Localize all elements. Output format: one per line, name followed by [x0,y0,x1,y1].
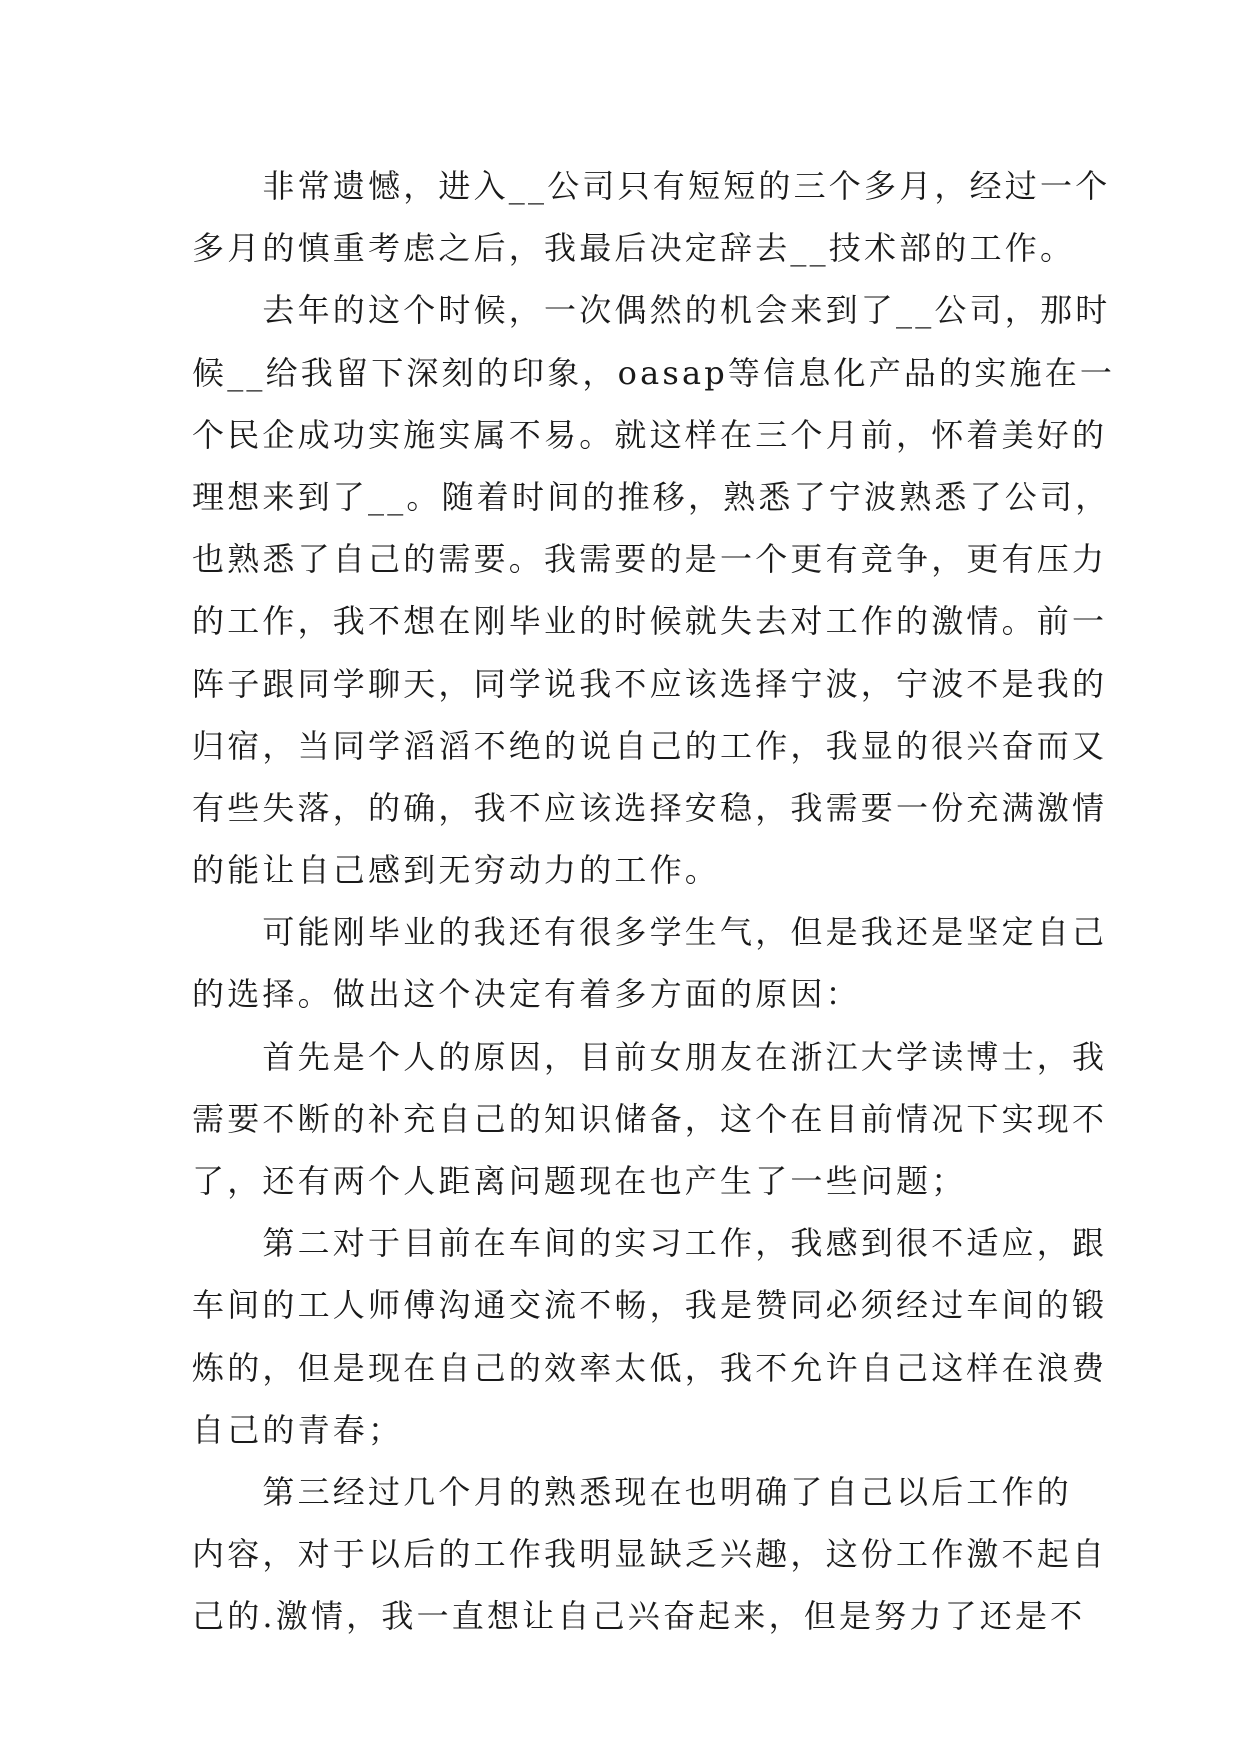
text-line: 去年的这个时候，一次偶然的机会来到了__公司，那时 [192,291,1111,330]
text-line: 有些失落，的确，我不应该选择安稳，我需要一份充满激情 [192,788,1108,827]
text-line: 非常遗憾，进入__公司只有短短的三个多月，经过一个 [192,167,1111,205]
text-line: 内容，对于以后的工作我明显缺乏兴趣，这份工作激不起自 [192,1535,1108,1574]
text-line: 候__给我留下深刻的印象，oasap等信息化产品的实施在一 [192,353,1116,392]
document-body [192,155,1116,1648]
text-line: 个民企成功实施实属不易。就这样在三个月前，怀着美好的 [192,415,1108,454]
paragraph [192,1026,1108,1213]
text-line: 车间的工人师傅沟通交流不畅，我是赞同必须经过车间的锻 [192,1286,1108,1325]
text-line: 的能让自己感到无穷动力的工作。 [192,851,721,890]
text-line: 第三经过几个月的熟悉现在也明确了自己以后工作的 [192,1472,1073,1511]
text-line: 可能刚毕业的我还有很多学生气，但是我还是坚定自己 [192,913,1108,952]
paragraph [192,279,1116,901]
text-line: 归宿，当同学滔滔不绝的说自己的工作，我显的很兴奋而又 [192,726,1108,765]
text-line: 多月的慎重考虑之后，我最后决定辞去__技术部的工作。 [192,229,1076,268]
text-line: 首先是个人的原因，目前女朋友在浙江大学读博士，我 [192,1037,1108,1076]
paragraph [192,1212,1108,1461]
text-line: 需要不断的补充自己的知识储备，这个在目前情况下实现不 [192,1099,1108,1138]
text-line: 己的.激情，我一直想让自己兴奋起来，但是努力了还是不 [192,1597,1086,1636]
text-line: 了，还有两个人距离问题现在也产生了一些问题； [192,1162,967,1200]
text-line: 自己的青春； [192,1410,404,1449]
text-line: 第二对于目前在车间的实习工作，我感到很不适应，跟 [192,1224,1108,1263]
text-line: 也熟悉了自己的需要。我需要的是一个更有竞争，更有压力 [192,540,1108,579]
text-line: 阵子跟同学聊天，同学说我不应该选择宁波，宁波不是我的 [192,664,1108,703]
paragraph [192,901,1108,1025]
text-line: 的选择。做出这个决定有着多方面的原因： [192,975,861,1014]
text-line: 理想来到了__。随着时间的推移，熟悉了宁波熟悉了公司， [192,477,1111,516]
text-line: 炼的，但是现在自己的效率太低，我不允许自己这样在浪费 [192,1348,1108,1387]
paragraph [192,1461,1108,1648]
paragraph [192,155,1111,279]
text-line: 的工作，我不想在刚毕业的时候就失去对工作的激情。前一 [192,602,1108,641]
